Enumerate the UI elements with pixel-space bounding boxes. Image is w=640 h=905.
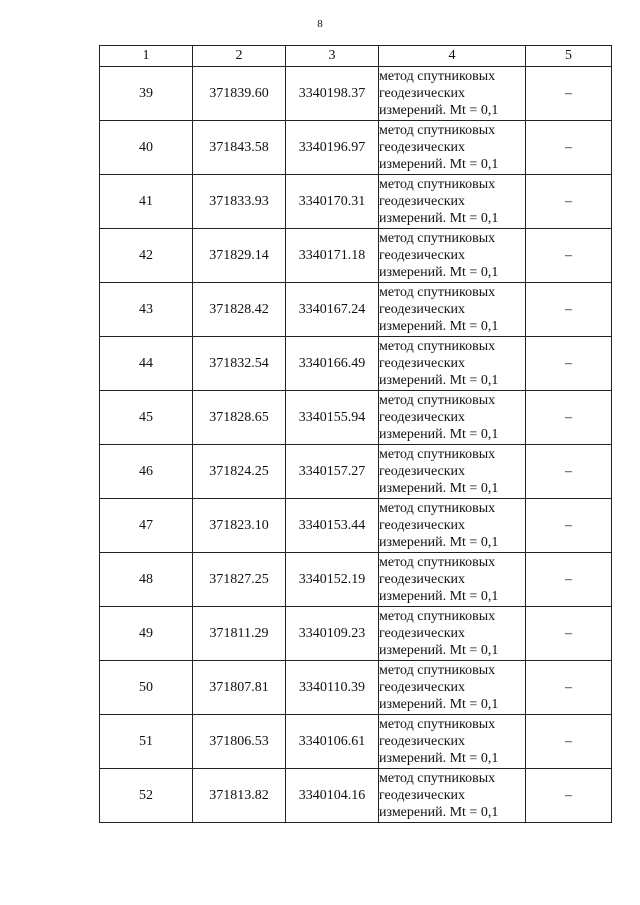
table-row (100, 229, 612, 283)
column-5-value: – (526, 229, 612, 283)
coordinate-x: 371843.58 (193, 121, 286, 175)
method-line-2: геодезических (379, 194, 466, 209)
coordinate-y: 3340104.16 (286, 769, 379, 823)
point-number: 51 (100, 715, 193, 769)
column-header-2: 2 (193, 46, 286, 67)
determination-method (379, 607, 526, 661)
method-line-2: геодезических (379, 518, 466, 533)
coordinate-y: 3340153.44 (286, 499, 379, 553)
point-number: 52 (100, 769, 193, 823)
point-number: 46 (100, 445, 193, 499)
method-line-2: геодезических (379, 248, 466, 263)
method-line-1: метод спутниковых (379, 69, 496, 84)
coordinate-x: 371839.60 (193, 67, 286, 121)
coordinate-y: 3340170.31 (286, 175, 379, 229)
point-number: 43 (100, 283, 193, 337)
table-row (100, 607, 612, 661)
column-header-3: 3 (286, 46, 379, 67)
point-number: 48 (100, 553, 193, 607)
table-header-row (100, 46, 612, 67)
coordinate-y: 3340109.23 (286, 607, 379, 661)
column-5-value: – (526, 67, 612, 121)
coordinate-y: 3340171.18 (286, 229, 379, 283)
coordinate-x: 371807.81 (193, 661, 286, 715)
method-line-3: измерений. Mt = 0,1 (379, 265, 499, 280)
coordinates-table (99, 45, 612, 823)
determination-method (379, 175, 526, 229)
coordinate-x: 371806.53 (193, 715, 286, 769)
point-number: 42 (100, 229, 193, 283)
point-number: 47 (100, 499, 193, 553)
coordinate-x: 371813.82 (193, 769, 286, 823)
method-line-1: метод спутниковых (379, 447, 496, 462)
table-row (100, 121, 612, 175)
point-number: 40 (100, 121, 193, 175)
column-5-value: – (526, 769, 612, 823)
determination-method (379, 67, 526, 121)
method-line-3: измерений. Mt = 0,1 (379, 481, 499, 496)
coordinate-x: 371828.42 (193, 283, 286, 337)
coordinate-y: 3340166.49 (286, 337, 379, 391)
method-line-2: геодезических (379, 302, 466, 317)
coordinate-y: 3340196.97 (286, 121, 379, 175)
determination-method (379, 553, 526, 607)
table-row (100, 391, 612, 445)
determination-method (379, 715, 526, 769)
method-line-3: измерений. Mt = 0,1 (379, 427, 499, 442)
column-5-value: – (526, 661, 612, 715)
determination-method (379, 283, 526, 337)
method-line-3: измерений. Mt = 0,1 (379, 589, 499, 604)
table-row (100, 661, 612, 715)
method-line-3: измерений. Mt = 0,1 (379, 535, 499, 550)
method-line-2: геодезических (379, 410, 466, 425)
point-number: 45 (100, 391, 193, 445)
method-line-2: геодезических (379, 788, 466, 803)
method-line-1: метод спутниковых (379, 501, 496, 516)
method-line-2: геодезических (379, 680, 466, 695)
table-row (100, 553, 612, 607)
determination-method (379, 445, 526, 499)
method-line-1: метод спутниковых (379, 177, 496, 192)
column-5-value: – (526, 715, 612, 769)
coordinate-x: 371833.93 (193, 175, 286, 229)
method-line-3: измерений. Mt = 0,1 (379, 643, 499, 658)
method-line-1: метод спутниковых (379, 339, 496, 354)
column-header-4: 4 (379, 46, 526, 67)
coordinate-x: 371823.10 (193, 499, 286, 553)
method-line-2: геодезических (379, 464, 466, 479)
method-line-2: геодезических (379, 734, 466, 749)
table-row (100, 337, 612, 391)
method-line-3: измерений. Mt = 0,1 (379, 103, 499, 118)
table-row (100, 67, 612, 121)
coordinate-x: 371832.54 (193, 337, 286, 391)
determination-method (379, 661, 526, 715)
method-line-1: метод спутниковых (379, 123, 496, 138)
column-5-value: – (526, 553, 612, 607)
table-row (100, 499, 612, 553)
table-row (100, 769, 612, 823)
method-line-1: метод спутниковых (379, 393, 496, 408)
method-line-1: метод спутниковых (379, 771, 496, 786)
method-line-1: метод спутниковых (379, 285, 496, 300)
coordinate-x: 371828.65 (193, 391, 286, 445)
column-5-value: – (526, 445, 612, 499)
point-number: 44 (100, 337, 193, 391)
column-header-5: 5 (526, 46, 612, 67)
determination-method (379, 499, 526, 553)
method-line-1: метод спутниковых (379, 717, 496, 732)
method-line-2: геодезических (379, 140, 466, 155)
determination-method (379, 337, 526, 391)
coordinate-y: 3340106.61 (286, 715, 379, 769)
page-number: 8 (317, 18, 323, 30)
method-line-2: геодезических (379, 626, 466, 641)
column-5-value: – (526, 283, 612, 337)
coordinate-y: 3340152.19 (286, 553, 379, 607)
determination-method (379, 121, 526, 175)
method-line-1: метод спутниковых (379, 663, 496, 678)
coordinate-x: 371811.29 (193, 607, 286, 661)
method-line-3: измерений. Mt = 0,1 (379, 157, 499, 172)
coordinate-y: 3340157.27 (286, 445, 379, 499)
table-row (100, 175, 612, 229)
method-line-3: измерений. Mt = 0,1 (379, 211, 499, 226)
coordinate-x: 371824.25 (193, 445, 286, 499)
method-line-3: измерений. Mt = 0,1 (379, 319, 499, 334)
table-row (100, 445, 612, 499)
column-5-value: – (526, 499, 612, 553)
determination-method (379, 229, 526, 283)
method-line-3: измерений. Mt = 0,1 (379, 805, 499, 820)
point-number: 49 (100, 607, 193, 661)
table-row (100, 283, 612, 337)
determination-method (379, 769, 526, 823)
column-5-value: – (526, 121, 612, 175)
method-line-2: геодезических (379, 572, 466, 587)
method-line-1: метод спутниковых (379, 555, 496, 570)
column-header-1: 1 (100, 46, 193, 67)
point-number: 50 (100, 661, 193, 715)
method-line-3: измерений. Mt = 0,1 (379, 697, 499, 712)
coordinate-y: 3340110.39 (286, 661, 379, 715)
method-line-3: измерений. Mt = 0,1 (379, 373, 499, 388)
point-number: 39 (100, 67, 193, 121)
column-5-value: – (526, 391, 612, 445)
point-number: 41 (100, 175, 193, 229)
determination-method (379, 391, 526, 445)
coordinate-y: 3340155.94 (286, 391, 379, 445)
coordinate-y: 3340198.37 (286, 67, 379, 121)
column-5-value: – (526, 175, 612, 229)
method-line-1: метод спутниковых (379, 609, 496, 624)
column-5-value: – (526, 337, 612, 391)
method-line-3: измерений. Mt = 0,1 (379, 751, 499, 766)
table-row (100, 715, 612, 769)
coordinate-x: 371829.14 (193, 229, 286, 283)
coordinate-x: 371827.25 (193, 553, 286, 607)
method-line-2: геодезических (379, 356, 466, 371)
method-line-2: геодезических (379, 86, 466, 101)
column-5-value: – (526, 607, 612, 661)
coordinate-y: 3340167.24 (286, 283, 379, 337)
method-line-1: метод спутниковых (379, 231, 496, 246)
